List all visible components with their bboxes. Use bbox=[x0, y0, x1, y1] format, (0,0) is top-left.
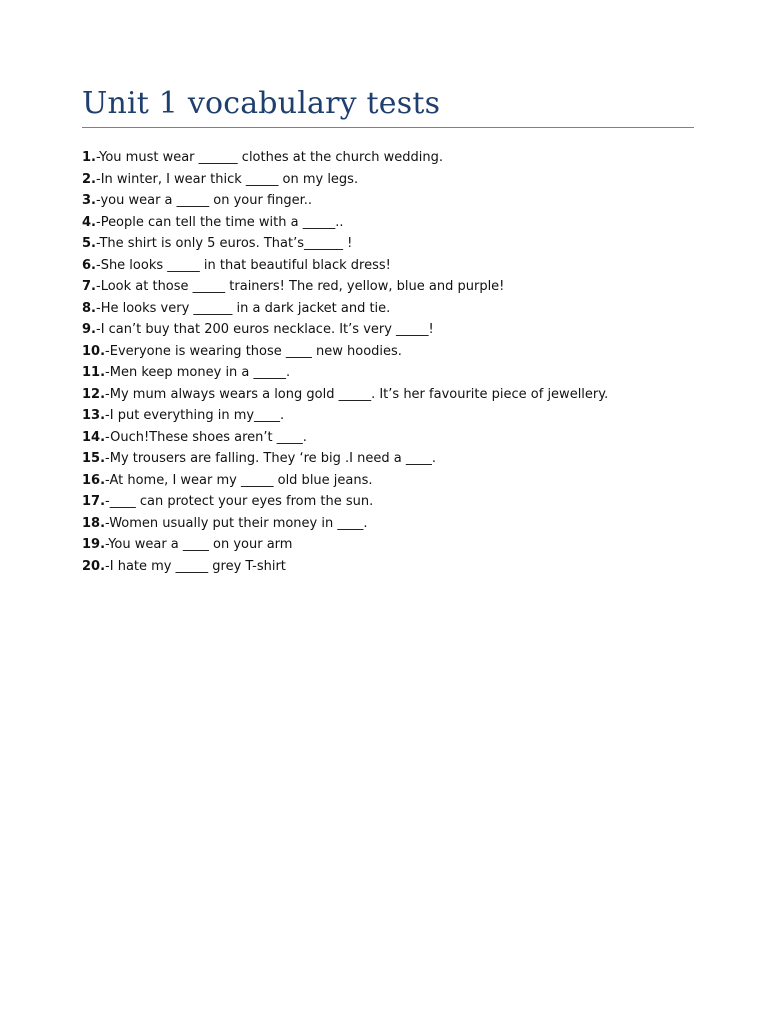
question-number: 19. bbox=[82, 537, 106, 552]
question-number: 12. bbox=[82, 386, 106, 402]
question-number: 14. bbox=[82, 429, 106, 445]
question-text: At home, I wear my _____ old blue jeans. bbox=[109, 472, 373, 488]
question-text: I put everything in my____. bbox=[109, 408, 285, 423]
question-text: Women usually put their money in ____. bbox=[109, 515, 368, 531]
question-number: 13. bbox=[82, 408, 106, 423]
question-item bbox=[82, 513, 702, 535]
question-text: Ouch!These shoes aren’t ____. bbox=[110, 429, 307, 445]
question-number: 5. bbox=[82, 236, 96, 251]
question-number: 16. bbox=[82, 472, 106, 488]
question-text: ____ can protect your eyes from the sun. bbox=[109, 494, 374, 509]
question-text: I can’t buy that 200 euros necklace. It’s very _____! bbox=[100, 322, 434, 337]
question-item bbox=[82, 298, 702, 320]
question-number: 4. bbox=[82, 214, 96, 230]
question-item bbox=[82, 405, 702, 427]
question-text: You must wear ______ clothes at the church wedding. bbox=[99, 150, 443, 165]
question-item bbox=[82, 448, 702, 470]
question-number: 9. bbox=[82, 322, 96, 337]
question-separator: - bbox=[105, 429, 111, 445]
question-separator: - bbox=[105, 451, 110, 466]
question-separator: - bbox=[105, 537, 109, 552]
question-number: 2. bbox=[82, 171, 96, 187]
question-separator: - bbox=[105, 343, 110, 359]
question-item bbox=[82, 534, 702, 556]
question-item bbox=[82, 362, 702, 384]
question-text: Look at those _____ trainers! The red, yellow, blue and purple! bbox=[100, 279, 505, 294]
question-item bbox=[82, 147, 702, 169]
question-item bbox=[82, 491, 702, 513]
question-item bbox=[82, 169, 702, 191]
question-separator: - bbox=[105, 558, 110, 574]
question-separator: - bbox=[95, 279, 101, 294]
question-text: You wear a ____ on your arm bbox=[108, 537, 293, 552]
question-separator: - bbox=[95, 236, 100, 251]
question-item bbox=[82, 556, 702, 578]
question-item bbox=[82, 427, 702, 449]
question-text: He looks very ______ in a dark jacket and tie. bbox=[100, 300, 391, 316]
question-separator: - bbox=[105, 494, 110, 509]
question-number: 6. bbox=[82, 257, 96, 273]
title-underline bbox=[82, 127, 694, 128]
question-item bbox=[82, 319, 702, 341]
question-text: you wear a _____ on your finger.. bbox=[100, 193, 313, 208]
question-separator: - bbox=[105, 365, 110, 380]
question-separator: - bbox=[95, 300, 101, 316]
question-item bbox=[82, 341, 702, 363]
question-separator: - bbox=[105, 472, 110, 488]
question-list bbox=[82, 147, 702, 577]
question-separator: - bbox=[95, 214, 101, 230]
question-number: 18. bbox=[82, 515, 106, 531]
question-number: 10. bbox=[82, 343, 106, 359]
question-item bbox=[82, 276, 702, 298]
question-number: 20. bbox=[82, 558, 106, 574]
question-text: The shirt is only 5 euros. That’s______ ! bbox=[99, 236, 353, 251]
question-item bbox=[82, 384, 702, 406]
question-item bbox=[82, 233, 702, 255]
question-text: I hate my _____ grey T-shirt bbox=[109, 558, 286, 574]
question-separator: - bbox=[105, 408, 110, 423]
question-item bbox=[82, 212, 702, 234]
question-number: 1. bbox=[82, 150, 96, 165]
question-separator: - bbox=[95, 193, 101, 208]
question-number: 3. bbox=[82, 193, 96, 208]
question-text: She looks _____ in that beautiful black dress! bbox=[100, 257, 391, 273]
question-number: 8. bbox=[82, 300, 96, 316]
question-separator: - bbox=[105, 515, 110, 531]
question-text: My mum always wears a long gold _____. It’s her favourite piece of jewellery. bbox=[109, 386, 609, 402]
question-separator: - bbox=[95, 150, 100, 165]
question-item bbox=[82, 190, 702, 212]
question-text: In winter, I wear thick _____ on my legs. bbox=[100, 171, 359, 187]
question-item bbox=[82, 470, 702, 492]
question-separator: - bbox=[95, 322, 101, 337]
question-number: 7. bbox=[82, 279, 96, 294]
page-title: Unit 1 vocabulary tests bbox=[82, 86, 441, 121]
question-text: Everyone is wearing those ____ new hoodies. bbox=[109, 343, 402, 359]
question-text: My trousers are falling. They ‘re big .I need a ____. bbox=[109, 451, 436, 466]
question-separator: - bbox=[95, 257, 101, 273]
question-text: People can tell the time with a _____.. bbox=[100, 214, 344, 230]
question-text: Men keep money in a _____. bbox=[109, 365, 291, 380]
question-number: 15. bbox=[82, 451, 106, 466]
question-separator: - bbox=[95, 171, 101, 187]
question-separator: - bbox=[105, 386, 110, 402]
question-number: 11. bbox=[82, 365, 106, 380]
question-item bbox=[82, 255, 702, 277]
question-number: 17. bbox=[82, 494, 106, 509]
